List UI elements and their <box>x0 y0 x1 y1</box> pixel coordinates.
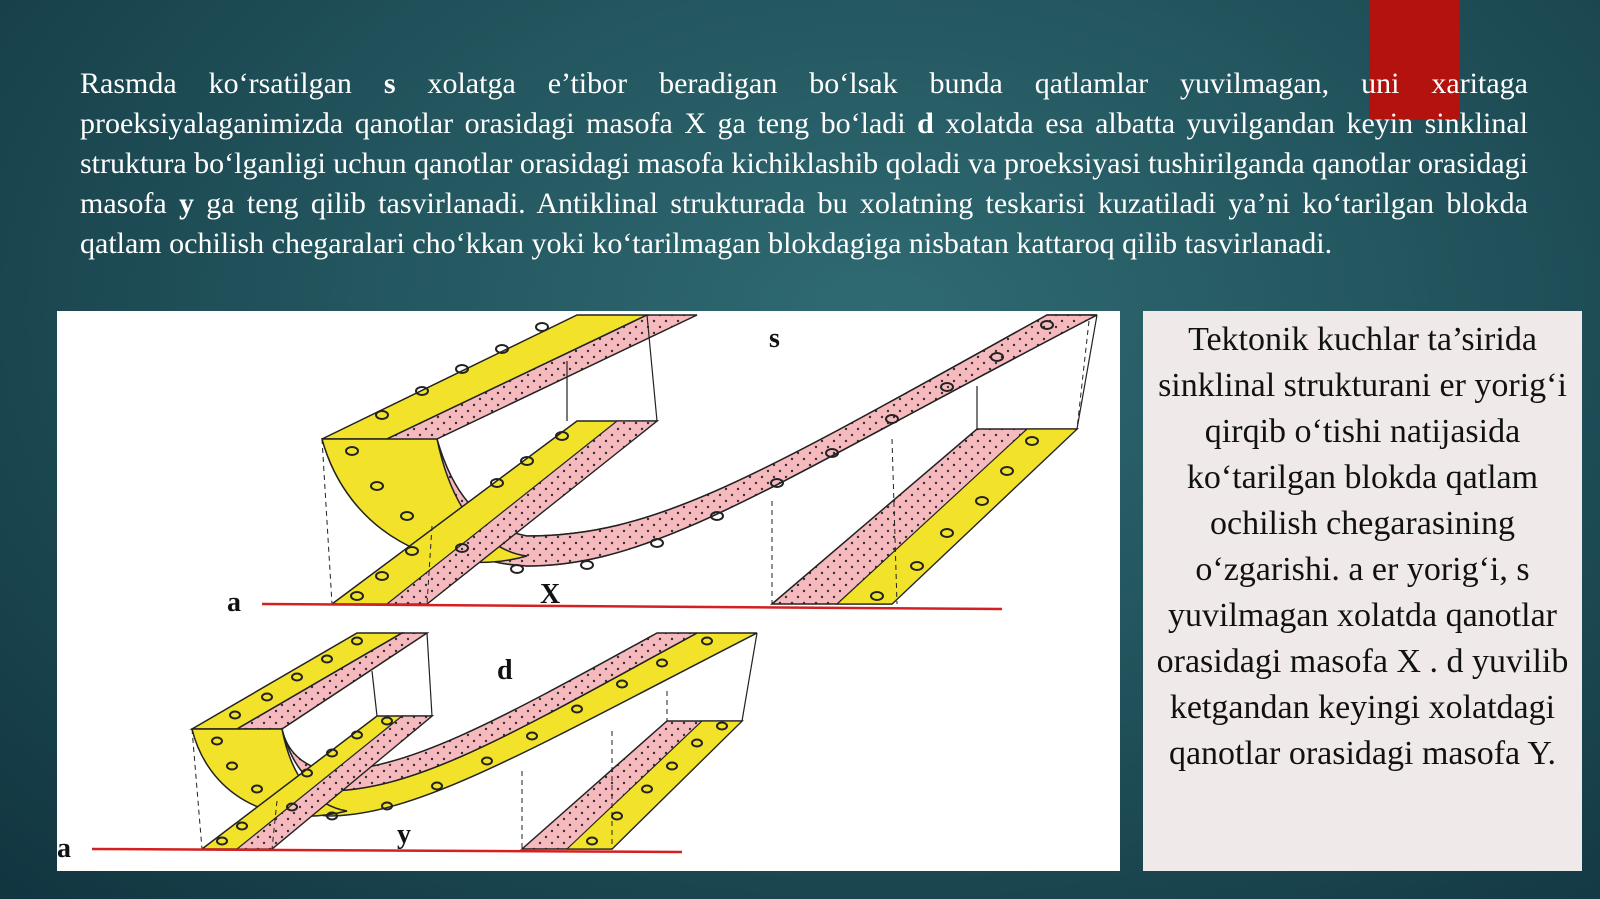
figure-caption <box>1143 311 1582 871</box>
caption-text: Tektonik kuchlar ta’sirida sinklinal strukturani er yorig‘i qirqib o‘tishi natijasida ko‘tarilgan blokda qatlam ochilish chegarasining o‘zgarishi. a er yorig‘i, s yuvilmagan xolatda qanotlar orasidagi masofa X . d yuvilib ketgandan keyingi xolatdagi qanotlar orasidagi masofa Y. <box>1156 321 1569 772</box>
description-paragraph: Rasmda ko‘rsatilgan s xolatga e’tibor beradigan bo‘lsak bunda qatlamlar yuvilmagan, uni xaritaga proeksiyalaganimizda qanotlar orasidagi masofa X ga teng bo‘ladi d xolatda esa albatta yuvilgandan keyin sinklinal struktura bo‘lganligi uchun qanotlar orasidagi masofa kichiklashib qoladi va proeksiyasi tushirilganda qanotlar orasidagi masofa y ga teng qilib tasvirlanadi. Antiklinal strukturada bu xolatning teskarisi kuzatiladi ya’ni ko‘tarilgan blokda qatlam ochilish chegaralari cho‘kkan yoki ko‘tarilmagan blokdagiga nisbatan kattaroq qilib tasvirlanadi. <box>80 67 1528 260</box>
bottom-distance-label: y <box>397 819 411 850</box>
top-fault-label: a <box>227 587 241 618</box>
bottom-block-label: d <box>497 655 513 686</box>
bottom-block <box>57 633 757 864</box>
top-block-label: s <box>769 323 780 354</box>
bottom-fault-label: a <box>57 833 71 864</box>
top-distance-label: X <box>540 579 561 610</box>
top-block <box>227 315 1097 618</box>
syncline-fault-diagram <box>57 311 1120 871</box>
